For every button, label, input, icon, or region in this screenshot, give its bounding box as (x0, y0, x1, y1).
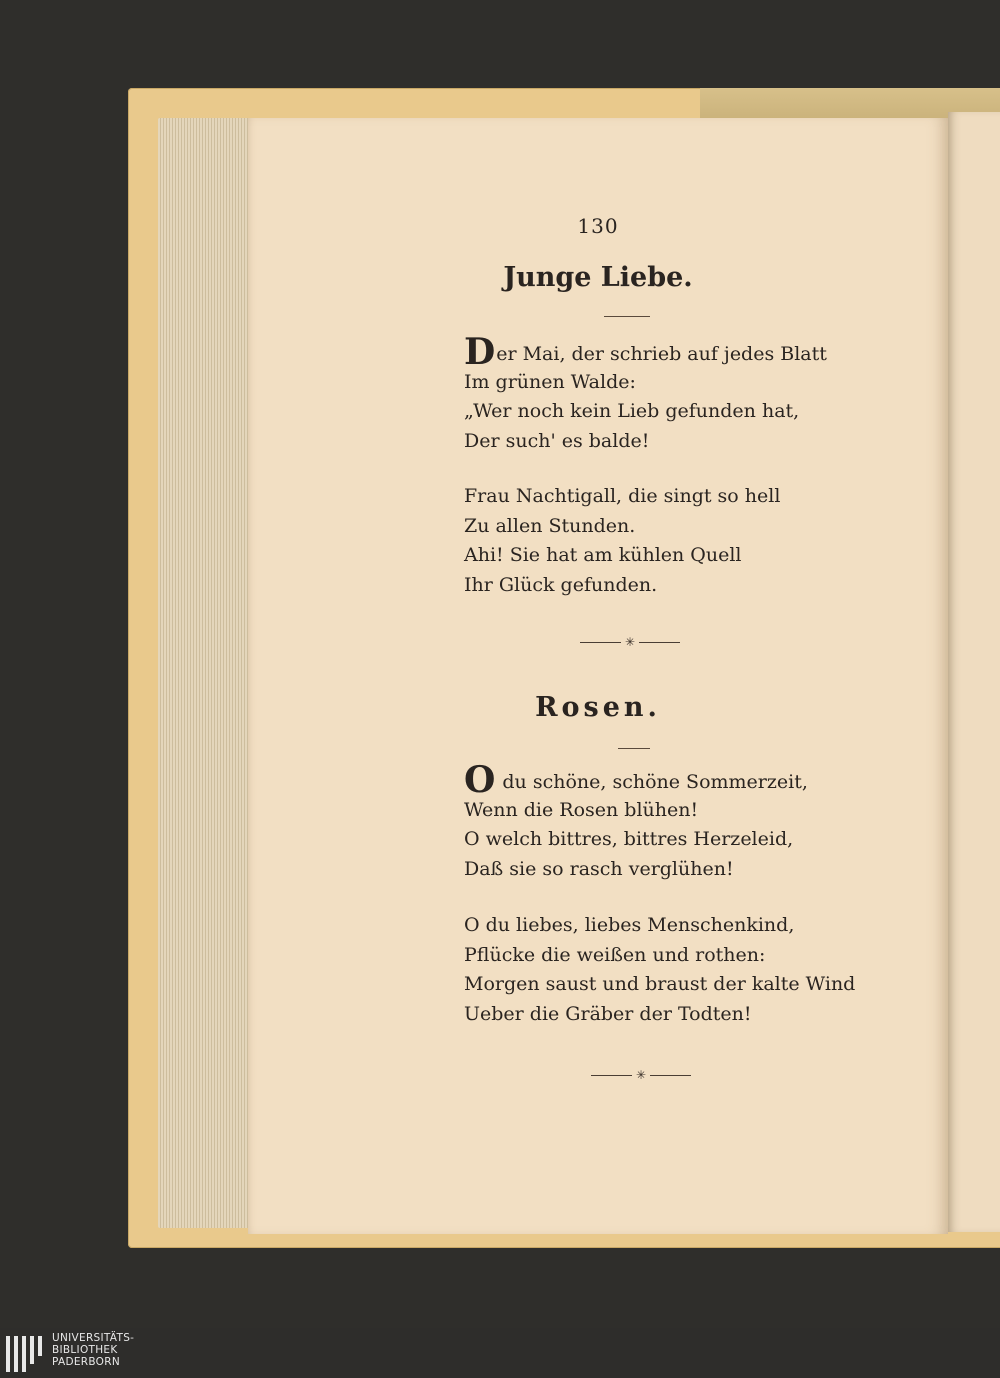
poem-line: Daß sie so rasch verglühen! (464, 857, 734, 880)
asterisk-ornament-icon: ✳ (635, 1068, 647, 1082)
stanza (464, 331, 904, 456)
title-rule (618, 748, 650, 749)
library-logo-icon (6, 1334, 46, 1374)
poem-line: Ahi! Sie hat am kühlen Quell (464, 544, 742, 566)
ornament-divider (580, 635, 680, 649)
line-rest: er Mai, der schrieb auf jedes Blatt (496, 343, 827, 365)
facing-page-edge (948, 112, 1000, 1232)
title-rule (604, 316, 650, 317)
poem-title-junge-liebe: Junge Liebe. (503, 262, 693, 293)
poem-line: Wenn die Rosen blühen! (464, 798, 699, 821)
poem-line (464, 759, 904, 801)
ornament-line (650, 1075, 691, 1076)
stanza (464, 759, 904, 884)
poem-line: Frau Nachtigall, die singt so hell (464, 485, 781, 507)
asterisk-ornament-icon: ✳ (624, 635, 636, 649)
library-name-line: BIBLIOTHEK (52, 1344, 118, 1356)
stanza (464, 482, 904, 600)
poem-line: Ueber die Gräber der Todten! (464, 1002, 752, 1025)
poem-line: Der such' es balde! (464, 429, 650, 452)
poem-line: Im grünen Walde: (464, 370, 636, 393)
ornament-line (639, 642, 680, 643)
book-page (248, 118, 948, 1234)
page-number: 130 (577, 214, 619, 238)
poem-line: O du liebes, liebes Menschenkind, (464, 914, 795, 936)
ornament-line (580, 642, 621, 643)
poem-line: Pflücke die weißen und rothen: (464, 943, 766, 966)
poem-line: Morgen saust und braust der kalte Wind (464, 973, 856, 995)
library-name-line: PADERBORN (52, 1356, 120, 1368)
poem-line: „Wer noch kein Lieb gefunden hat, (464, 400, 800, 422)
poem-line: Ihr Glück gefunden. (464, 573, 658, 596)
drop-cap: O (464, 759, 496, 801)
drop-cap: D (464, 331, 496, 373)
library-name (52, 1332, 252, 1368)
library-name-line: UNIVERSITÄTS- (52, 1332, 135, 1344)
ornament-line (591, 1075, 632, 1076)
ornament-divider (591, 1068, 691, 1082)
poem-line: Zu allen Stunden. (464, 514, 636, 537)
line-rest: du schöne, schöne Sommerzeit, (496, 771, 808, 793)
poem-title-rosen: Rosen. (535, 692, 661, 723)
stanza (464, 911, 904, 1029)
poem-line (464, 331, 904, 373)
poem-line: O welch bittres, bittres Herzeleid, (464, 828, 794, 850)
library-footer (0, 1328, 1000, 1378)
